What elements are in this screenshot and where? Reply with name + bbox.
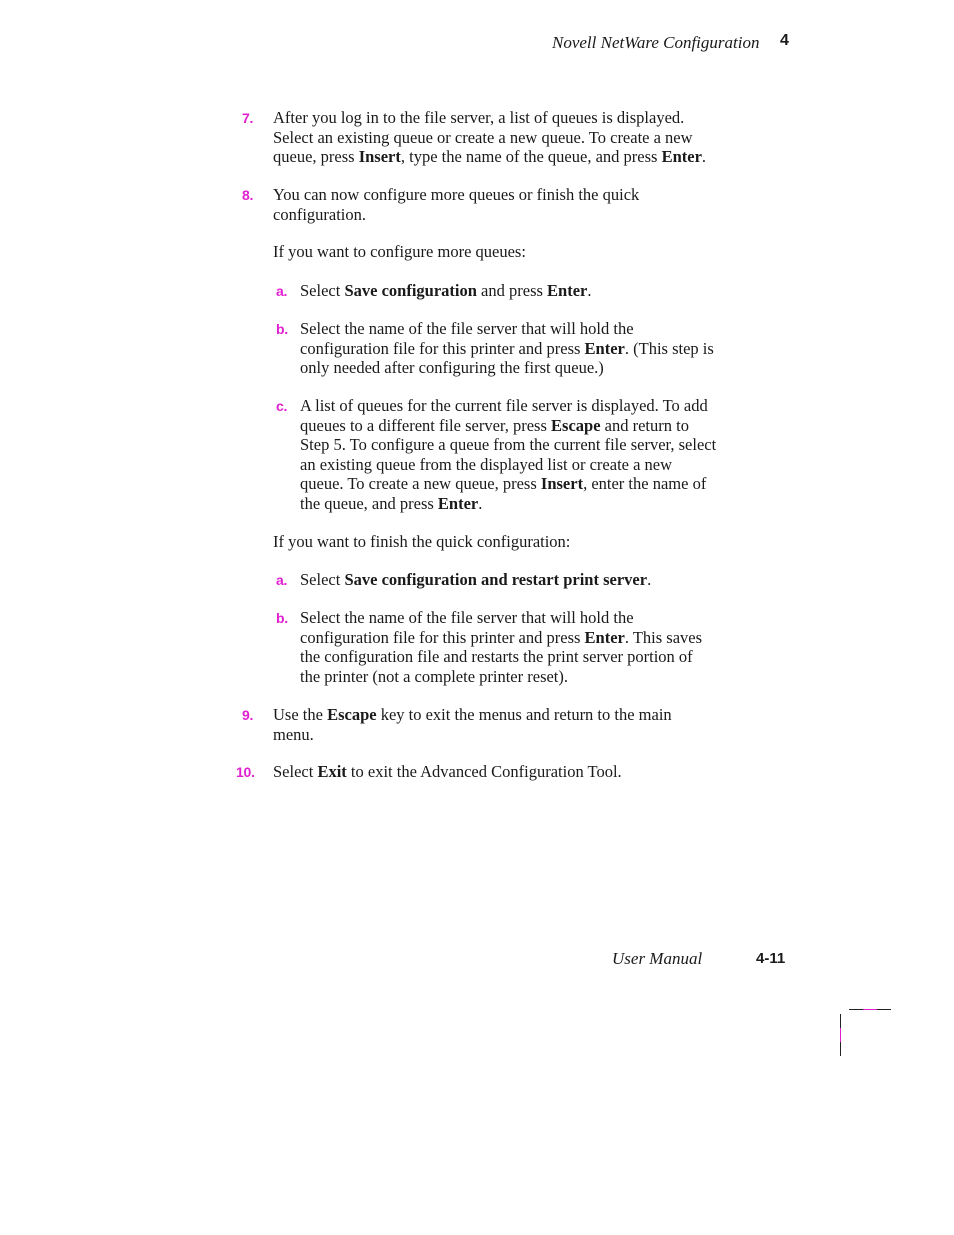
substep-letter: a.	[276, 283, 288, 299]
substep-text	[300, 319, 714, 378]
step-number: 10.	[236, 764, 255, 780]
chapter-number: 4	[780, 32, 789, 49]
menu-option: Exit	[317, 762, 347, 781]
key-name: Insert	[358, 147, 401, 166]
text-run: Select	[273, 762, 318, 781]
text-run: .	[701, 147, 707, 166]
crop-mark-line	[840, 1042, 841, 1056]
key-name: Enter	[547, 281, 588, 300]
text-run: .	[647, 570, 652, 589]
text-run: .	[587, 281, 592, 300]
substep-letter: a.	[276, 572, 288, 588]
text-line	[300, 474, 716, 494]
substep-letter: b.	[276, 610, 288, 626]
text-line	[273, 705, 672, 725]
text-line: configuration.	[273, 204, 367, 224]
text-run: Select	[300, 570, 345, 589]
text-line: an existing queue from the displayed list or create a new	[300, 454, 673, 474]
running-header-title: Novell NetWare Configuration	[552, 33, 760, 52]
text-line	[300, 281, 591, 301]
text-run: Select	[300, 281, 345, 300]
substep-text	[300, 281, 591, 301]
finish-intro: If you want to finish the quick configuration:	[273, 532, 571, 551]
substep-text	[300, 396, 716, 513]
step-number: 9.	[242, 707, 254, 723]
text-line	[300, 628, 702, 648]
text-run: .	[478, 493, 483, 513]
text-line: Select the name of the file server that will hold the	[300, 319, 634, 338]
crop-mark-line	[849, 1009, 863, 1010]
step-text	[273, 762, 622, 782]
text-run: . This saves	[624, 627, 703, 647]
substep-text	[300, 608, 702, 686]
text-line: the configuration file and restarts the print server portion of	[300, 647, 693, 666]
crop-mark-line	[863, 1009, 877, 1010]
text-line	[300, 494, 716, 514]
text-run: to exit the Advanced Configuration Tool.	[346, 762, 622, 781]
step-text	[273, 108, 706, 167]
key-name: Enter	[584, 338, 625, 358]
text-run: Use the	[273, 705, 328, 724]
text-run: queue. To create a new queue, press	[300, 474, 541, 493]
configure-more-intro: If you want to configure more queues:	[273, 242, 526, 261]
text-line	[300, 416, 716, 436]
step-number: 8.	[242, 187, 254, 203]
text-run: queue, press	[273, 147, 359, 166]
page-number: 4-11	[756, 950, 786, 967]
step-text	[273, 185, 639, 224]
text-line: Select the name of the file server that will hold the	[300, 608, 634, 627]
step-text	[273, 705, 672, 744]
key-name: Escape	[551, 415, 601, 435]
key-name: Enter	[437, 493, 479, 513]
text-line	[300, 570, 651, 590]
text-line: Select an existing queue or create a new queue. To create a new	[273, 127, 693, 147]
menu-option: Save configuration	[344, 281, 477, 300]
substep-letter: b.	[276, 321, 288, 337]
text-line: A list of queues for the current file server is displayed. To add	[300, 396, 708, 415]
key-name: Escape	[327, 705, 377, 724]
footer-title: User Manual	[612, 949, 703, 968]
crop-mark-line	[840, 1014, 841, 1028]
text-line	[273, 762, 622, 782]
text-line: menu.	[273, 724, 314, 744]
text-run: and press	[476, 281, 548, 300]
substep-text	[300, 570, 651, 590]
text-line: only needed after configuring the first queue.)	[300, 358, 604, 377]
text-line	[300, 339, 714, 359]
crop-mark-line	[877, 1009, 891, 1010]
key-name: Insert	[540, 474, 584, 493]
crop-mark-line	[840, 1028, 841, 1042]
text-run: configuration file for this printer and press	[300, 627, 585, 647]
menu-option: Save configuration and restart print server	[344, 570, 648, 589]
step-number: 7.	[242, 110, 254, 126]
key-name: Enter	[661, 147, 702, 166]
text-run: the queue, and press	[300, 493, 438, 513]
text-run: configuration file for this printer and press	[300, 338, 585, 358]
text-line: After you log in to the file server, a list of queues is displayed.	[273, 108, 685, 127]
text-run: , enter the name of	[583, 474, 707, 493]
key-name: Enter	[584, 627, 625, 647]
text-run: key to exit the menus and return to the main	[376, 705, 672, 724]
text-line	[273, 147, 706, 167]
text-line: the printer (not a complete printer reset).	[300, 666, 569, 686]
text-run: queues to a different file server, press	[300, 415, 552, 435]
text-run: . (This step is	[624, 338, 714, 358]
text-line: You can now configure more queues or finish the quick	[273, 185, 640, 204]
text-run: , type the name of the queue, and press	[400, 147, 662, 166]
text-line: Step 5. To configure a queue from the current file server, select	[300, 435, 717, 454]
substep-letter: c.	[276, 398, 288, 414]
text-run: and return to	[600, 415, 689, 435]
